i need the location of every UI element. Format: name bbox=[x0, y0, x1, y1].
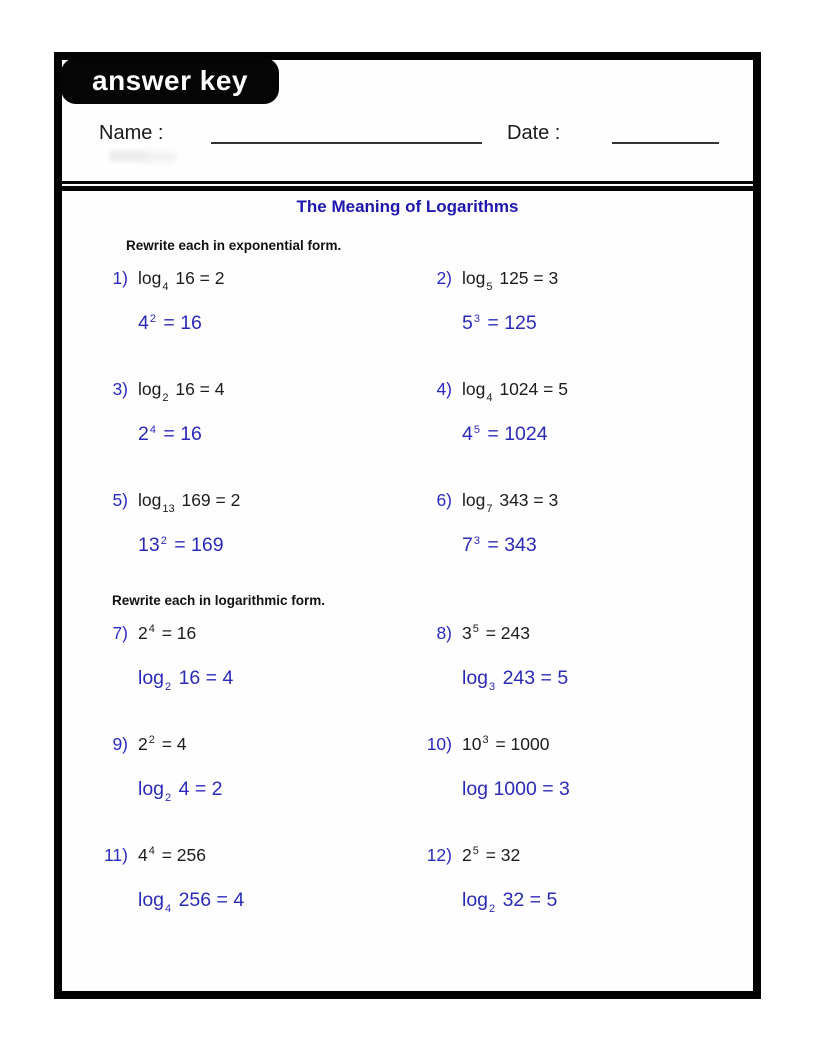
problem-question bbox=[462, 378, 753, 404]
problem-question bbox=[462, 733, 753, 755]
math-text: log bbox=[138, 778, 165, 800]
subscript: 2 bbox=[165, 792, 172, 804]
subscript: 3 bbox=[489, 681, 496, 693]
section-instruction: Rewrite each in logarithmic form. bbox=[112, 593, 326, 608]
problem-question bbox=[462, 622, 753, 644]
math-text: log bbox=[138, 490, 162, 510]
superscript: 2 bbox=[160, 535, 167, 547]
problem-number: 9) bbox=[112, 734, 128, 754]
math-text: 1024 = 5 bbox=[494, 379, 568, 399]
problem-answer bbox=[462, 888, 753, 915]
math-text: 343 = 3 bbox=[494, 490, 559, 510]
problem-6 bbox=[407, 489, 753, 557]
math-text: = 169 bbox=[168, 534, 224, 556]
problem-number: 7) bbox=[112, 623, 128, 643]
problem-number: 6) bbox=[436, 490, 452, 510]
problem-5 bbox=[62, 489, 407, 557]
math-text: 13 bbox=[138, 534, 160, 556]
problem-question bbox=[138, 844, 407, 866]
math-text: = 256 bbox=[156, 845, 207, 865]
problem-4 bbox=[407, 378, 753, 446]
superscript: 3 bbox=[473, 535, 480, 547]
math-text: 16 = 4 bbox=[170, 379, 225, 399]
problem-question bbox=[138, 622, 407, 644]
math-text: = 1000 bbox=[490, 734, 550, 754]
superscript: 2 bbox=[149, 313, 156, 325]
problem-body bbox=[138, 622, 407, 693]
math-text: 5 bbox=[462, 312, 473, 334]
problem-number: 1) bbox=[112, 268, 128, 288]
subscript: 4 bbox=[162, 281, 169, 293]
problem-12 bbox=[407, 844, 753, 915]
problem-10 bbox=[407, 733, 753, 801]
problem-answer bbox=[138, 422, 407, 446]
problem-number: 4) bbox=[436, 379, 452, 399]
math-text: = 16 bbox=[156, 623, 197, 643]
problem-number: 11) bbox=[104, 845, 128, 865]
math-text: 4 bbox=[138, 845, 148, 865]
problem-body bbox=[462, 489, 753, 557]
problem-1 bbox=[62, 267, 407, 335]
superscript: 3 bbox=[473, 313, 480, 325]
math-text: 2 bbox=[138, 623, 148, 643]
problem-3 bbox=[62, 378, 407, 446]
subscript: 2 bbox=[165, 681, 172, 693]
problem-question bbox=[138, 733, 407, 755]
math-text: 2 bbox=[462, 845, 472, 865]
math-text: 4 = 2 bbox=[173, 778, 223, 800]
superscript: 4 bbox=[148, 623, 155, 635]
math-text: = 4 bbox=[156, 734, 187, 754]
subscript: 7 bbox=[486, 503, 493, 515]
problem-body bbox=[138, 489, 407, 557]
math-text: log bbox=[138, 379, 162, 399]
problem-answer bbox=[138, 533, 407, 557]
math-text: log bbox=[138, 889, 165, 911]
math-text: log bbox=[462, 268, 486, 288]
problem-number: 2) bbox=[436, 268, 452, 288]
divider-rule bbox=[62, 181, 753, 191]
problem-answer bbox=[138, 888, 407, 915]
problem-question bbox=[138, 267, 407, 293]
superscript: 4 bbox=[148, 845, 155, 857]
problem-number: 8) bbox=[436, 623, 452, 643]
section-exponential bbox=[62, 237, 753, 557]
problem-question bbox=[138, 378, 407, 404]
problem-answer bbox=[462, 666, 753, 693]
math-text: 3 bbox=[462, 623, 472, 643]
problem-answer bbox=[138, 311, 407, 335]
worksheet-title: The Meaning of Logarithms bbox=[296, 197, 519, 216]
section-logarithmic bbox=[62, 592, 753, 915]
math-text: = 343 bbox=[481, 534, 537, 556]
date-label: Date : bbox=[507, 122, 561, 144]
problem-answer bbox=[138, 777, 407, 804]
problem-11 bbox=[62, 844, 407, 915]
problem-answer bbox=[462, 533, 753, 557]
math-text: = 125 bbox=[481, 312, 537, 334]
problem-grid bbox=[62, 267, 753, 557]
subscript: 4 bbox=[165, 903, 172, 915]
problem-answer bbox=[462, 311, 753, 335]
math-text: 16 = 4 bbox=[173, 667, 234, 689]
problem-question bbox=[138, 489, 407, 515]
problem-number: 5) bbox=[112, 490, 128, 510]
section-instruction: Rewrite each in exponential form. bbox=[126, 238, 342, 253]
math-text: 243 = 5 bbox=[497, 667, 569, 689]
name-input-line[interactable] bbox=[211, 122, 482, 144]
date-input-line[interactable] bbox=[612, 122, 719, 144]
worksheet-page bbox=[54, 52, 761, 999]
faded-text-artifact bbox=[109, 150, 147, 162]
math-text: = 16 bbox=[157, 312, 202, 334]
problem-2 bbox=[407, 267, 753, 335]
superscript: 5 bbox=[472, 623, 479, 635]
math-text: = 16 bbox=[157, 423, 202, 445]
problem-8 bbox=[407, 622, 753, 693]
problem-9 bbox=[62, 733, 407, 804]
math-text: = 1024 bbox=[481, 423, 548, 445]
problem-body bbox=[138, 844, 407, 915]
problem-body bbox=[138, 733, 407, 804]
answer-key-badge: answer key bbox=[61, 58, 279, 104]
superscript: 5 bbox=[472, 845, 479, 857]
subscript: 5 bbox=[486, 281, 493, 293]
superscript: 2 bbox=[148, 734, 155, 746]
math-text: 16 = 2 bbox=[170, 268, 225, 288]
problem-question bbox=[462, 844, 753, 866]
math-text: 2 bbox=[138, 734, 148, 754]
math-text: 256 = 4 bbox=[173, 889, 245, 911]
math-text: log bbox=[138, 667, 165, 689]
subscript: 2 bbox=[162, 392, 169, 404]
subscript: 13 bbox=[162, 503, 175, 515]
math-text: log bbox=[462, 379, 486, 399]
math-text: 169 = 2 bbox=[176, 490, 241, 510]
problem-body bbox=[138, 378, 407, 446]
math-text: log bbox=[462, 667, 489, 689]
problem-grid bbox=[62, 622, 753, 915]
math-text: 2 bbox=[138, 423, 149, 445]
problem-number: 12) bbox=[426, 845, 452, 865]
problem-number: 10) bbox=[426, 734, 452, 754]
problem-body bbox=[462, 622, 753, 693]
superscript: 4 bbox=[149, 424, 156, 436]
problem-body bbox=[462, 267, 753, 335]
math-text: 125 = 3 bbox=[494, 268, 559, 288]
subscript: 4 bbox=[486, 392, 493, 404]
math-text: 7 bbox=[462, 534, 473, 556]
problem-7 bbox=[62, 622, 407, 693]
problems-content bbox=[62, 237, 753, 915]
math-text: 4 bbox=[138, 312, 149, 334]
math-text: = 243 bbox=[480, 623, 531, 643]
problem-question bbox=[462, 267, 753, 293]
math-text: 4 bbox=[462, 423, 473, 445]
problem-answer bbox=[462, 777, 753, 801]
subscript: 2 bbox=[489, 903, 496, 915]
math-text: 32 = 5 bbox=[497, 889, 558, 911]
math-text: log 1000 = 3 bbox=[462, 778, 570, 800]
superscript: 5 bbox=[473, 424, 480, 436]
math-text: log bbox=[138, 268, 162, 288]
superscript: 3 bbox=[482, 734, 489, 746]
problem-question bbox=[462, 489, 753, 515]
problem-number: 3) bbox=[112, 379, 128, 399]
math-text: = 32 bbox=[480, 845, 521, 865]
problem-body bbox=[138, 267, 407, 335]
problem-answer bbox=[462, 422, 753, 446]
problem-body bbox=[462, 733, 753, 801]
problem-answer bbox=[138, 666, 407, 693]
problem-body bbox=[462, 378, 753, 446]
math-text: 10 bbox=[462, 734, 482, 754]
problem-body bbox=[462, 844, 753, 915]
name-label: Name : bbox=[99, 122, 164, 144]
math-text: log bbox=[462, 889, 489, 911]
math-text: log bbox=[462, 490, 486, 510]
